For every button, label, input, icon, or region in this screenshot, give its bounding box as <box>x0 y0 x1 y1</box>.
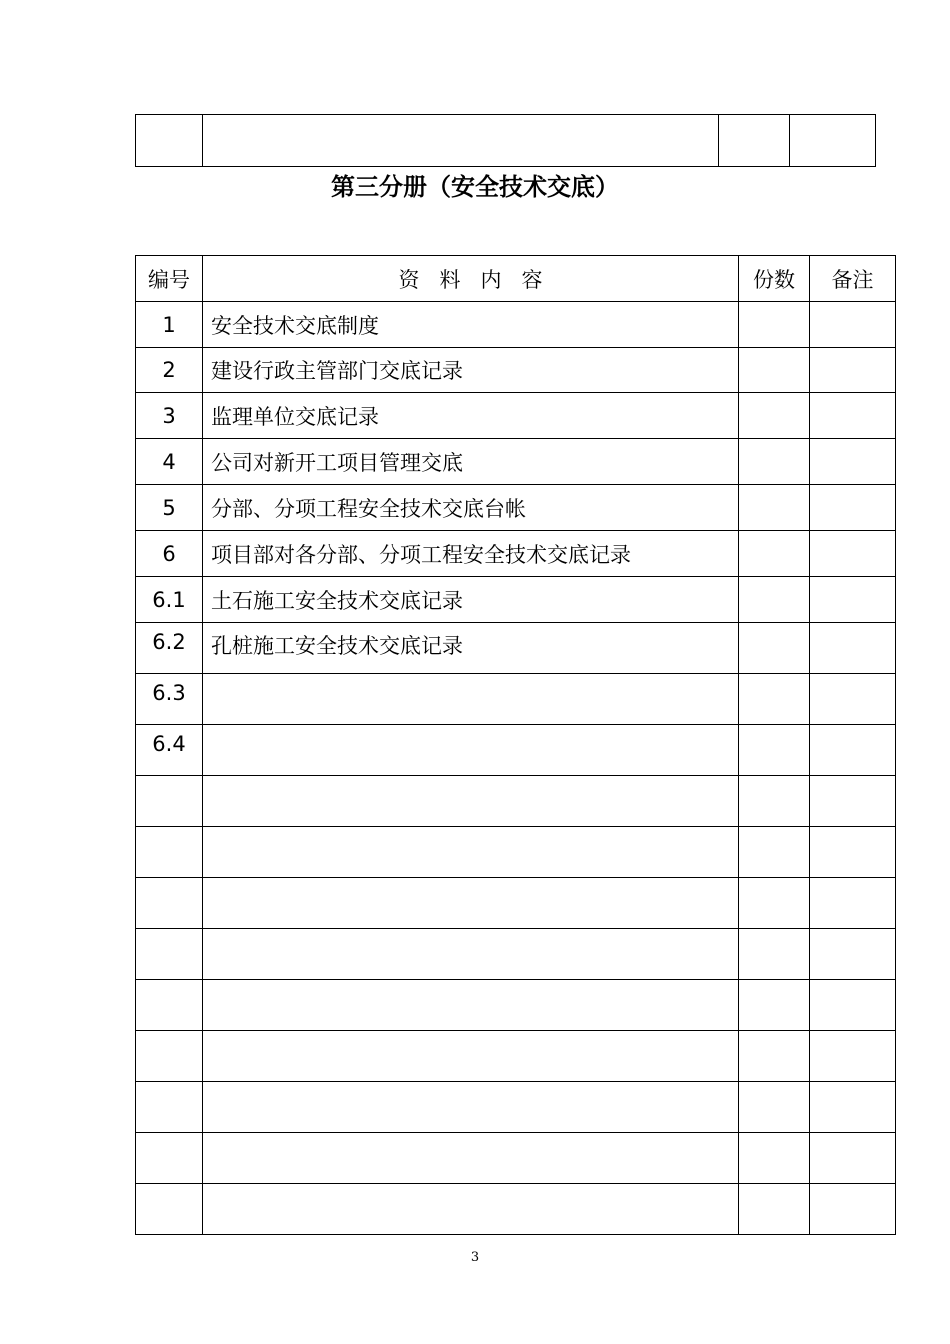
cell-content: 分部、分项工程安全技术交底台帐 <box>203 485 739 531</box>
cell-remarks <box>810 776 896 827</box>
table-row <box>136 531 896 577</box>
cell-number <box>136 878 203 929</box>
cell-copies <box>739 776 810 827</box>
cell-remarks <box>810 929 896 980</box>
cell-copies <box>739 929 810 980</box>
cell-content: 项目部对各分部、分项工程安全技术交底记录 <box>203 531 739 577</box>
cell-remarks <box>810 577 896 623</box>
cell-remarks <box>810 623 896 674</box>
cell-remarks <box>810 531 896 577</box>
cell-number: 6.2 <box>136 623 203 674</box>
cell-content: 建设行政主管部门交底记录 <box>203 348 739 393</box>
cell-remarks <box>810 439 896 485</box>
cell-copies <box>739 393 810 439</box>
cell-copies <box>739 827 810 878</box>
cell-copies <box>739 485 810 531</box>
table-row <box>136 725 896 776</box>
header-number: 编号 <box>136 256 203 302</box>
cell-number: 1 <box>136 302 203 348</box>
cell-content <box>203 725 739 776</box>
cell-content: 安全技术交底制度 <box>203 302 739 348</box>
table-row <box>136 485 896 531</box>
table-row <box>136 348 896 393</box>
cell-remarks <box>810 878 896 929</box>
table-row <box>136 439 896 485</box>
table-body <box>136 302 896 1235</box>
cell-copies <box>739 439 810 485</box>
cell-remarks <box>810 674 896 725</box>
cell-content <box>203 1082 739 1133</box>
cell-copies <box>739 623 810 674</box>
cell-number <box>136 827 203 878</box>
table-row <box>136 878 896 929</box>
cell-remarks <box>810 1184 896 1235</box>
cell-remarks <box>810 485 896 531</box>
cell-number <box>136 1133 203 1184</box>
cell-number: 4 <box>136 439 203 485</box>
header-content: 资料内容 <box>203 256 739 302</box>
header-copies: 份数 <box>739 256 810 302</box>
table-row <box>136 929 896 980</box>
cell-content <box>203 878 739 929</box>
contents-table <box>135 255 896 1235</box>
cell-remarks <box>810 827 896 878</box>
cell-number <box>136 1184 203 1235</box>
cell-copies <box>739 878 810 929</box>
table-row <box>136 980 896 1031</box>
cell-remarks <box>810 1031 896 1082</box>
cell-content: 监理单位交底记录 <box>203 393 739 439</box>
table-row <box>136 577 896 623</box>
table-header-row <box>136 256 896 302</box>
cell-number <box>136 980 203 1031</box>
cell-number <box>136 1082 203 1133</box>
cell-remarks <box>810 302 896 348</box>
table-row <box>136 115 876 167</box>
cell-copies <box>739 980 810 1031</box>
cell-number <box>136 929 203 980</box>
cell-remarks <box>810 393 896 439</box>
cell-content: 土石施工安全技术交底记录 <box>203 577 739 623</box>
cell-number <box>136 776 203 827</box>
section-title: 第三分册（安全技术交底） <box>331 173 619 201</box>
cell-content <box>203 115 719 167</box>
cell-number: 2 <box>136 348 203 393</box>
cell-content <box>203 827 739 878</box>
cell-content <box>203 1031 739 1082</box>
cell-copies <box>739 577 810 623</box>
table-row <box>136 776 896 827</box>
cell-remarks <box>810 1133 896 1184</box>
cell-number <box>136 1031 203 1082</box>
cell-number: 6.3 <box>136 674 203 725</box>
cell-number: 6.1 <box>136 577 203 623</box>
table-row <box>136 1184 896 1235</box>
page-number: 3 <box>470 1250 480 1265</box>
cell-content <box>203 980 739 1031</box>
cell-copies <box>739 725 810 776</box>
table-row <box>136 1031 896 1082</box>
cell-number: 3 <box>136 393 203 439</box>
cell-copies <box>739 1184 810 1235</box>
cell-content <box>203 674 739 725</box>
cell-number: 6 <box>136 531 203 577</box>
header-remarks: 备注 <box>810 256 896 302</box>
cell-copies <box>739 531 810 577</box>
cell-copies <box>739 348 810 393</box>
cell-copies <box>739 1031 810 1082</box>
cell-remarks <box>810 348 896 393</box>
table-row <box>136 827 896 878</box>
table-row <box>136 393 896 439</box>
cell-copies <box>739 302 810 348</box>
previous-table-fragment <box>135 114 876 167</box>
cell-number: 5 <box>136 485 203 531</box>
cell-number: 6.4 <box>136 725 203 776</box>
cell-content <box>203 1133 739 1184</box>
cell-content: 公司对新开工项目管理交底 <box>203 439 739 485</box>
cell-content <box>203 776 739 827</box>
table-row <box>136 623 896 674</box>
cell-remarks <box>810 980 896 1031</box>
cell-content <box>203 1184 739 1235</box>
cell-copies <box>739 1133 810 1184</box>
table-row <box>136 1133 896 1184</box>
cell-number <box>136 115 203 167</box>
table-row <box>136 302 896 348</box>
cell-copies <box>739 1082 810 1133</box>
cell-remarks <box>810 1082 896 1133</box>
table-row <box>136 674 896 725</box>
cell-content <box>203 929 739 980</box>
cell-copies <box>719 115 790 167</box>
table-row <box>136 1082 896 1133</box>
cell-remarks <box>810 725 896 776</box>
cell-content: 孔桩施工安全技术交底记录 <box>203 623 739 674</box>
cell-remarks <box>790 115 876 167</box>
cell-copies <box>739 674 810 725</box>
